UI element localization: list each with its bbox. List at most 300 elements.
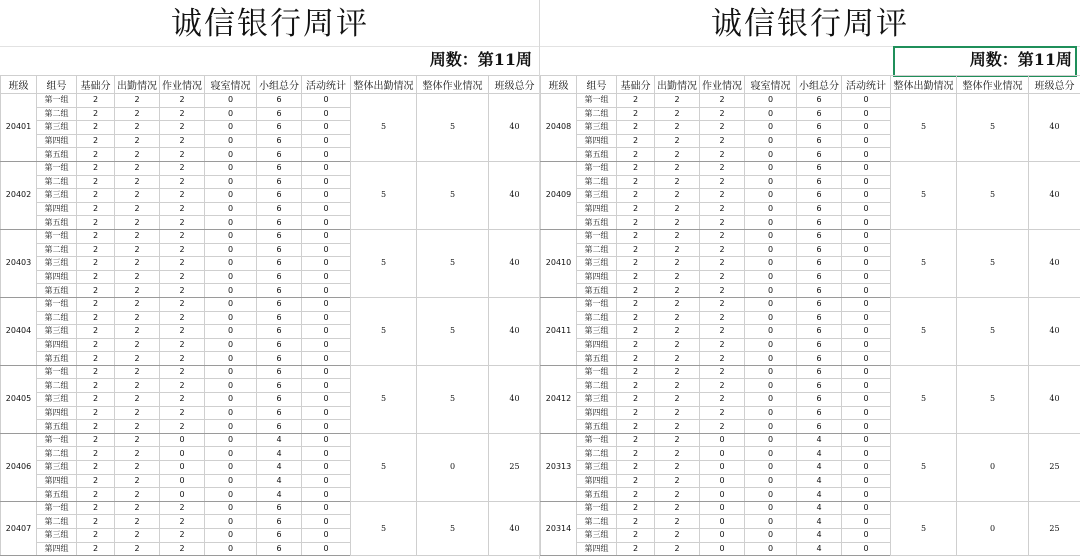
score-cell[interactable]: 2 — [617, 488, 655, 502]
score-cell[interactable]: 0 — [842, 216, 891, 230]
score-cell[interactable]: 2 — [700, 338, 745, 352]
class-total-cell[interactable]: 25 — [1029, 433, 1080, 501]
score-cell[interactable]: 0 — [205, 134, 257, 148]
class-id-cell[interactable]: 20409 — [541, 161, 577, 229]
score-cell[interactable]: 0 — [842, 189, 891, 203]
overall-attendance-cell[interactable]: 5 — [351, 229, 417, 297]
score-cell[interactable]: 0 — [745, 257, 797, 271]
score-cell[interactable]: 0 — [205, 175, 257, 189]
score-cell[interactable]: 2 — [655, 338, 700, 352]
score-cell[interactable]: 0 — [302, 229, 351, 243]
score-cell[interactable]: 4 — [257, 447, 302, 461]
class-total-cell[interactable]: 40 — [489, 161, 541, 229]
score-cell[interactable]: 0 — [745, 433, 797, 447]
score-cell[interactable]: 2 — [617, 284, 655, 298]
score-cell[interactable]: 0 — [302, 365, 351, 379]
score-cell[interactable]: 0 — [745, 393, 797, 407]
score-cell[interactable]: 6 — [797, 270, 842, 284]
header-cell[interactable]: 组号 — [37, 76, 77, 94]
score-cell[interactable]: 0 — [842, 134, 891, 148]
score-cell[interactable]: 0 — [745, 406, 797, 420]
score-cell[interactable]: 6 — [797, 297, 842, 311]
score-cell[interactable]: 2 — [617, 461, 655, 475]
group-name-cell[interactable]: 第五组 — [37, 488, 77, 502]
score-cell[interactable]: 0 — [205, 325, 257, 339]
score-cell[interactable]: 0 — [205, 338, 257, 352]
score-cell[interactable]: 0 — [745, 529, 797, 543]
score-cell[interactable]: 2 — [115, 311, 160, 325]
score-cell[interactable]: 6 — [797, 175, 842, 189]
group-name-cell[interactable]: 第一组 — [577, 229, 617, 243]
score-cell[interactable]: 2 — [617, 433, 655, 447]
score-cell[interactable]: 2 — [655, 393, 700, 407]
score-cell[interactable]: 2 — [77, 216, 115, 230]
overall-homework-cell[interactable]: 0 — [417, 433, 489, 501]
score-cell[interactable]: 2 — [77, 175, 115, 189]
group-name-cell[interactable]: 第五组 — [577, 352, 617, 366]
header-cell[interactable]: 基础分 — [77, 76, 115, 94]
score-cell[interactable]: 0 — [842, 461, 891, 475]
score-cell[interactable]: 2 — [617, 202, 655, 216]
score-cell[interactable]: 0 — [745, 229, 797, 243]
score-cell[interactable]: 0 — [842, 297, 891, 311]
group-name-cell[interactable]: 第四组 — [577, 406, 617, 420]
group-name-cell[interactable]: 第三组 — [37, 529, 77, 543]
header-cell[interactable]: 寝室情况 — [745, 76, 797, 94]
score-cell[interactable]: 2 — [655, 501, 700, 515]
score-cell[interactable]: 6 — [797, 243, 842, 257]
score-cell[interactable]: 0 — [842, 270, 891, 284]
score-cell[interactable]: 2 — [77, 515, 115, 529]
score-cell[interactable]: 0 — [745, 148, 797, 162]
score-cell[interactable]: 0 — [842, 393, 891, 407]
score-cell[interactable]: 2 — [77, 257, 115, 271]
class-id-cell[interactable]: 20314 — [541, 501, 577, 555]
score-cell[interactable]: 2 — [655, 189, 700, 203]
score-cell[interactable]: 2 — [617, 406, 655, 420]
score-cell[interactable]: 0 — [205, 474, 257, 488]
score-cell[interactable]: 0 — [842, 161, 891, 175]
score-cell[interactable]: 2 — [160, 352, 205, 366]
score-cell[interactable]: 2 — [77, 202, 115, 216]
score-cell[interactable]: 0 — [302, 175, 351, 189]
score-cell[interactable]: 2 — [160, 529, 205, 543]
score-cell[interactable]: 6 — [257, 161, 302, 175]
group-name-cell[interactable]: 第一组 — [37, 501, 77, 515]
header-cell[interactable]: 基础分 — [617, 76, 655, 94]
score-cell[interactable]: 2 — [655, 94, 700, 108]
score-cell[interactable]: 2 — [160, 365, 205, 379]
score-cell[interactable]: 0 — [205, 352, 257, 366]
score-cell[interactable]: 2 — [77, 461, 115, 475]
score-cell[interactable]: 6 — [257, 202, 302, 216]
score-cell[interactable]: 6 — [797, 325, 842, 339]
score-cell[interactable]: 0 — [302, 325, 351, 339]
header-cell[interactable]: 组号 — [577, 76, 617, 94]
score-cell[interactable]: 2 — [700, 257, 745, 271]
score-cell[interactable]: 2 — [655, 447, 700, 461]
group-name-cell[interactable]: 第一组 — [577, 365, 617, 379]
score-cell[interactable]: 2 — [115, 433, 160, 447]
group-name-cell[interactable]: 第一组 — [37, 94, 77, 108]
score-cell[interactable]: 4 — [797, 542, 842, 556]
score-cell[interactable]: 0 — [205, 284, 257, 298]
score-cell[interactable]: 2 — [160, 257, 205, 271]
score-cell[interactable]: 2 — [700, 161, 745, 175]
score-cell[interactable]: 0 — [842, 529, 891, 543]
score-cell[interactable]: 0 — [745, 161, 797, 175]
header-cell[interactable]: 班级总分 — [1029, 76, 1080, 94]
score-cell[interactable]: 0 — [302, 474, 351, 488]
score-cell[interactable]: 0 — [745, 474, 797, 488]
score-cell[interactable]: 2 — [700, 420, 745, 434]
score-cell[interactable]: 2 — [115, 515, 160, 529]
score-cell[interactable]: 4 — [797, 529, 842, 543]
score-cell[interactable]: 2 — [160, 284, 205, 298]
score-cell[interactable]: 2 — [617, 542, 655, 556]
group-name-cell[interactable]: 第二组 — [577, 447, 617, 461]
score-cell[interactable]: 0 — [205, 515, 257, 529]
score-cell[interactable]: 2 — [77, 474, 115, 488]
overall-homework-cell[interactable]: 5 — [417, 161, 489, 229]
score-cell[interactable]: 6 — [797, 161, 842, 175]
score-cell[interactable]: 0 — [302, 311, 351, 325]
score-cell[interactable]: 2 — [77, 134, 115, 148]
score-cell[interactable]: 0 — [745, 270, 797, 284]
score-cell[interactable]: 2 — [700, 189, 745, 203]
overall-homework-cell[interactable]: 5 — [957, 161, 1029, 229]
score-cell[interactable]: 0 — [745, 461, 797, 475]
score-cell[interactable]: 0 — [745, 175, 797, 189]
score-cell[interactable]: 0 — [302, 134, 351, 148]
score-cell[interactable]: 2 — [700, 352, 745, 366]
group-name-cell[interactable]: 第五组 — [577, 216, 617, 230]
score-cell[interactable]: 2 — [77, 325, 115, 339]
score-cell[interactable]: 6 — [797, 257, 842, 271]
score-cell[interactable]: 0 — [302, 379, 351, 393]
score-cell[interactable]: 6 — [257, 365, 302, 379]
score-cell[interactable]: 0 — [745, 488, 797, 502]
score-cell[interactable]: 4 — [257, 461, 302, 475]
group-name-cell[interactable]: 第四组 — [37, 542, 77, 556]
group-name-cell[interactable]: 第四组 — [577, 542, 617, 556]
score-cell[interactable]: 2 — [700, 406, 745, 420]
score-cell[interactable]: 2 — [77, 297, 115, 311]
score-cell[interactable]: 0 — [745, 311, 797, 325]
score-cell[interactable]: 0 — [700, 501, 745, 515]
score-cell[interactable]: 0 — [745, 542, 797, 556]
score-cell[interactable]: 6 — [257, 501, 302, 515]
class-total-cell[interactable]: 40 — [489, 297, 541, 365]
score-cell[interactable]: 0 — [700, 474, 745, 488]
score-cell[interactable]: 0 — [700, 515, 745, 529]
score-cell[interactable]: 2 — [115, 175, 160, 189]
header-cell[interactable]: 活动统计 — [842, 76, 891, 94]
score-cell[interactable]: 2 — [617, 189, 655, 203]
score-cell[interactable]: 0 — [842, 325, 891, 339]
group-name-cell[interactable]: 第五组 — [37, 284, 77, 298]
group-name-cell[interactable]: 第三组 — [577, 257, 617, 271]
header-cell[interactable]: 班级 — [1, 76, 37, 94]
score-cell[interactable]: 2 — [617, 379, 655, 393]
score-cell[interactable]: 2 — [115, 474, 160, 488]
group-name-cell[interactable]: 第三组 — [577, 461, 617, 475]
score-cell[interactable]: 6 — [257, 257, 302, 271]
score-cell[interactable]: 2 — [115, 284, 160, 298]
score-cell[interactable]: 4 — [257, 433, 302, 447]
score-cell[interactable]: 2 — [617, 297, 655, 311]
group-name-cell[interactable]: 第二组 — [37, 379, 77, 393]
score-cell[interactable]: 2 — [617, 148, 655, 162]
score-cell[interactable]: 2 — [77, 338, 115, 352]
score-cell[interactable]: 2 — [77, 352, 115, 366]
group-name-cell[interactable]: 第五组 — [577, 284, 617, 298]
score-cell[interactable]: 6 — [797, 420, 842, 434]
score-cell[interactable]: 0 — [842, 433, 891, 447]
group-name-cell[interactable]: 第五组 — [37, 216, 77, 230]
score-cell[interactable]: 2 — [115, 189, 160, 203]
week-label[interactable]: 周数：第11周 — [429, 50, 532, 69]
score-cell[interactable]: 2 — [700, 94, 745, 108]
score-cell[interactable]: 2 — [160, 148, 205, 162]
class-total-cell[interactable]: 40 — [489, 365, 541, 433]
score-cell[interactable]: 0 — [205, 379, 257, 393]
group-name-cell[interactable]: 第四组 — [37, 474, 77, 488]
group-name-cell[interactable]: 第三组 — [577, 393, 617, 407]
score-cell[interactable]: 2 — [655, 488, 700, 502]
score-cell[interactable]: 2 — [617, 229, 655, 243]
score-cell[interactable]: 0 — [205, 365, 257, 379]
class-total-cell[interactable]: 40 — [489, 229, 541, 297]
class-id-cell[interactable]: 20410 — [541, 229, 577, 297]
score-cell[interactable]: 0 — [302, 121, 351, 135]
score-cell[interactable]: 2 — [160, 270, 205, 284]
group-name-cell[interactable]: 第四组 — [37, 202, 77, 216]
score-cell[interactable]: 2 — [655, 433, 700, 447]
score-cell[interactable]: 2 — [77, 406, 115, 420]
class-id-cell[interactable]: 20401 — [1, 94, 37, 162]
score-cell[interactable]: 0 — [745, 94, 797, 108]
score-cell[interactable]: 2 — [655, 379, 700, 393]
score-cell[interactable]: 0 — [842, 202, 891, 216]
class-total-cell[interactable]: 40 — [489, 94, 541, 162]
group-name-cell[interactable]: 第一组 — [37, 365, 77, 379]
overall-homework-cell[interactable]: 5 — [417, 229, 489, 297]
score-cell[interactable]: 6 — [257, 338, 302, 352]
score-cell[interactable]: 0 — [205, 107, 257, 121]
score-cell[interactable]: 0 — [700, 529, 745, 543]
score-cell[interactable]: 2 — [77, 243, 115, 257]
score-cell[interactable]: 0 — [842, 148, 891, 162]
score-cell[interactable]: 6 — [257, 542, 302, 556]
score-cell[interactable]: 6 — [257, 134, 302, 148]
header-cell[interactable]: 整体作业情况 — [957, 76, 1029, 94]
score-cell[interactable]: 6 — [797, 189, 842, 203]
score-cell[interactable]: 4 — [797, 474, 842, 488]
score-cell[interactable]: 2 — [115, 447, 160, 461]
overall-attendance-cell[interactable]: 5 — [351, 297, 417, 365]
score-cell[interactable]: 0 — [205, 393, 257, 407]
overall-attendance-cell[interactable]: 5 — [891, 365, 957, 433]
score-cell[interactable]: 2 — [115, 406, 160, 420]
class-total-cell[interactable]: 40 — [1029, 297, 1080, 365]
score-cell[interactable]: 0 — [302, 393, 351, 407]
group-name-cell[interactable]: 第二组 — [37, 515, 77, 529]
group-name-cell[interactable]: 第二组 — [37, 447, 77, 461]
score-cell[interactable]: 0 — [745, 447, 797, 461]
score-cell[interactable]: 6 — [797, 338, 842, 352]
group-name-cell[interactable]: 第二组 — [37, 311, 77, 325]
header-cell[interactable]: 小组总分 — [797, 76, 842, 94]
overall-attendance-cell[interactable]: 5 — [351, 501, 417, 555]
overall-homework-cell[interactable]: 0 — [957, 433, 1029, 501]
score-cell[interactable]: 2 — [655, 121, 700, 135]
score-cell[interactable]: 2 — [77, 229, 115, 243]
class-id-cell[interactable]: 20406 — [1, 433, 37, 501]
score-cell[interactable]: 2 — [700, 148, 745, 162]
group-name-cell[interactable]: 第二组 — [37, 243, 77, 257]
score-cell[interactable]: 0 — [302, 515, 351, 529]
score-cell[interactable]: 2 — [77, 284, 115, 298]
score-cell[interactable]: 2 — [160, 134, 205, 148]
score-cell[interactable]: 0 — [302, 420, 351, 434]
score-cell[interactable]: 0 — [205, 406, 257, 420]
score-cell[interactable]: 0 — [745, 515, 797, 529]
score-cell[interactable]: 2 — [160, 175, 205, 189]
score-cell[interactable]: 6 — [257, 393, 302, 407]
score-cell[interactable]: 0 — [302, 447, 351, 461]
group-name-cell[interactable]: 第四组 — [577, 270, 617, 284]
score-cell[interactable]: 2 — [115, 338, 160, 352]
score-cell[interactable]: 2 — [160, 325, 205, 339]
score-cell[interactable]: 2 — [77, 542, 115, 556]
score-cell[interactable]: 2 — [655, 420, 700, 434]
score-cell[interactable]: 2 — [700, 284, 745, 298]
score-cell[interactable]: 0 — [302, 284, 351, 298]
group-name-cell[interactable]: 第五组 — [37, 352, 77, 366]
score-cell[interactable]: 2 — [160, 393, 205, 407]
score-cell[interactable]: 2 — [160, 420, 205, 434]
overall-homework-cell[interactable]: 5 — [417, 297, 489, 365]
score-cell[interactable]: 6 — [257, 189, 302, 203]
score-cell[interactable]: 2 — [115, 107, 160, 121]
score-cell[interactable]: 2 — [115, 365, 160, 379]
score-cell[interactable]: 6 — [257, 216, 302, 230]
score-cell[interactable]: 0 — [205, 488, 257, 502]
score-cell[interactable]: 0 — [205, 529, 257, 543]
score-cell[interactable]: 0 — [745, 202, 797, 216]
score-cell[interactable]: 6 — [257, 121, 302, 135]
score-cell[interactable]: 0 — [842, 515, 891, 529]
score-cell[interactable]: 6 — [797, 216, 842, 230]
header-cell[interactable]: 整体作业情况 — [417, 76, 489, 94]
score-cell[interactable]: 2 — [160, 243, 205, 257]
score-cell[interactable]: 0 — [745, 121, 797, 135]
score-cell[interactable]: 0 — [302, 270, 351, 284]
score-cell[interactable]: 6 — [797, 406, 842, 420]
group-name-cell[interactable]: 第一组 — [577, 297, 617, 311]
score-cell[interactable]: 2 — [700, 270, 745, 284]
score-cell[interactable]: 0 — [745, 501, 797, 515]
score-cell[interactable]: 0 — [842, 474, 891, 488]
score-cell[interactable]: 2 — [700, 216, 745, 230]
score-cell[interactable]: 0 — [745, 338, 797, 352]
score-cell[interactable]: 2 — [655, 311, 700, 325]
score-cell[interactable]: 0 — [700, 461, 745, 475]
score-cell[interactable]: 2 — [655, 352, 700, 366]
score-cell[interactable]: 0 — [745, 284, 797, 298]
score-cell[interactable]: 0 — [302, 161, 351, 175]
score-cell[interactable]: 0 — [842, 379, 891, 393]
score-cell[interactable]: 6 — [257, 175, 302, 189]
score-cell[interactable]: 2 — [617, 474, 655, 488]
score-cell[interactable]: 6 — [797, 352, 842, 366]
score-cell[interactable]: 0 — [842, 243, 891, 257]
score-cell[interactable]: 2 — [77, 161, 115, 175]
score-cell[interactable]: 4 — [797, 433, 842, 447]
score-cell[interactable]: 0 — [745, 352, 797, 366]
score-cell[interactable]: 0 — [205, 202, 257, 216]
score-cell[interactable]: 6 — [797, 134, 842, 148]
score-cell[interactable]: 2 — [115, 229, 160, 243]
score-cell[interactable]: 0 — [302, 338, 351, 352]
class-id-cell[interactable]: 20411 — [541, 297, 577, 365]
class-id-cell[interactable]: 20405 — [1, 365, 37, 433]
score-cell[interactable]: 2 — [655, 175, 700, 189]
score-cell[interactable]: 4 — [797, 461, 842, 475]
overall-homework-cell[interactable]: 5 — [957, 229, 1029, 297]
score-cell[interactable]: 2 — [655, 406, 700, 420]
score-cell[interactable]: 2 — [77, 433, 115, 447]
group-name-cell[interactable]: 第三组 — [577, 529, 617, 543]
score-cell[interactable]: 6 — [257, 406, 302, 420]
score-cell[interactable]: 0 — [700, 542, 745, 556]
score-cell[interactable]: 0 — [700, 447, 745, 461]
class-id-cell[interactable]: 20404 — [1, 297, 37, 365]
score-cell[interactable]: 0 — [302, 461, 351, 475]
score-cell[interactable]: 2 — [115, 257, 160, 271]
score-cell[interactable]: 0 — [302, 433, 351, 447]
score-cell[interactable]: 0 — [205, 297, 257, 311]
header-cell[interactable]: 整体出勤情况 — [891, 76, 957, 94]
score-cell[interactable]: 0 — [842, 488, 891, 502]
score-cell[interactable]: 2 — [160, 216, 205, 230]
score-cell[interactable]: 2 — [160, 501, 205, 515]
class-id-cell[interactable]: 20403 — [1, 229, 37, 297]
score-cell[interactable]: 2 — [160, 406, 205, 420]
score-cell[interactable]: 6 — [257, 325, 302, 339]
header-cell[interactable]: 作业情况 — [700, 76, 745, 94]
group-name-cell[interactable]: 第一组 — [577, 94, 617, 108]
score-cell[interactable]: 2 — [115, 270, 160, 284]
score-cell[interactable]: 2 — [617, 257, 655, 271]
score-cell[interactable]: 0 — [302, 542, 351, 556]
group-name-cell[interactable]: 第三组 — [577, 121, 617, 135]
score-cell[interactable]: 2 — [77, 488, 115, 502]
score-cell[interactable]: 0 — [302, 216, 351, 230]
score-cell[interactable]: 2 — [160, 311, 205, 325]
score-cell[interactable]: 0 — [205, 121, 257, 135]
score-cell[interactable]: 2 — [655, 134, 700, 148]
score-cell[interactable]: 2 — [77, 529, 115, 543]
score-cell[interactable]: 6 — [257, 420, 302, 434]
overall-attendance-cell[interactable]: 5 — [891, 297, 957, 365]
score-cell[interactable]: 6 — [257, 352, 302, 366]
score-cell[interactable]: 6 — [257, 243, 302, 257]
score-cell[interactable]: 6 — [257, 284, 302, 298]
score-cell[interactable]: 6 — [797, 148, 842, 162]
group-name-cell[interactable]: 第三组 — [37, 121, 77, 135]
